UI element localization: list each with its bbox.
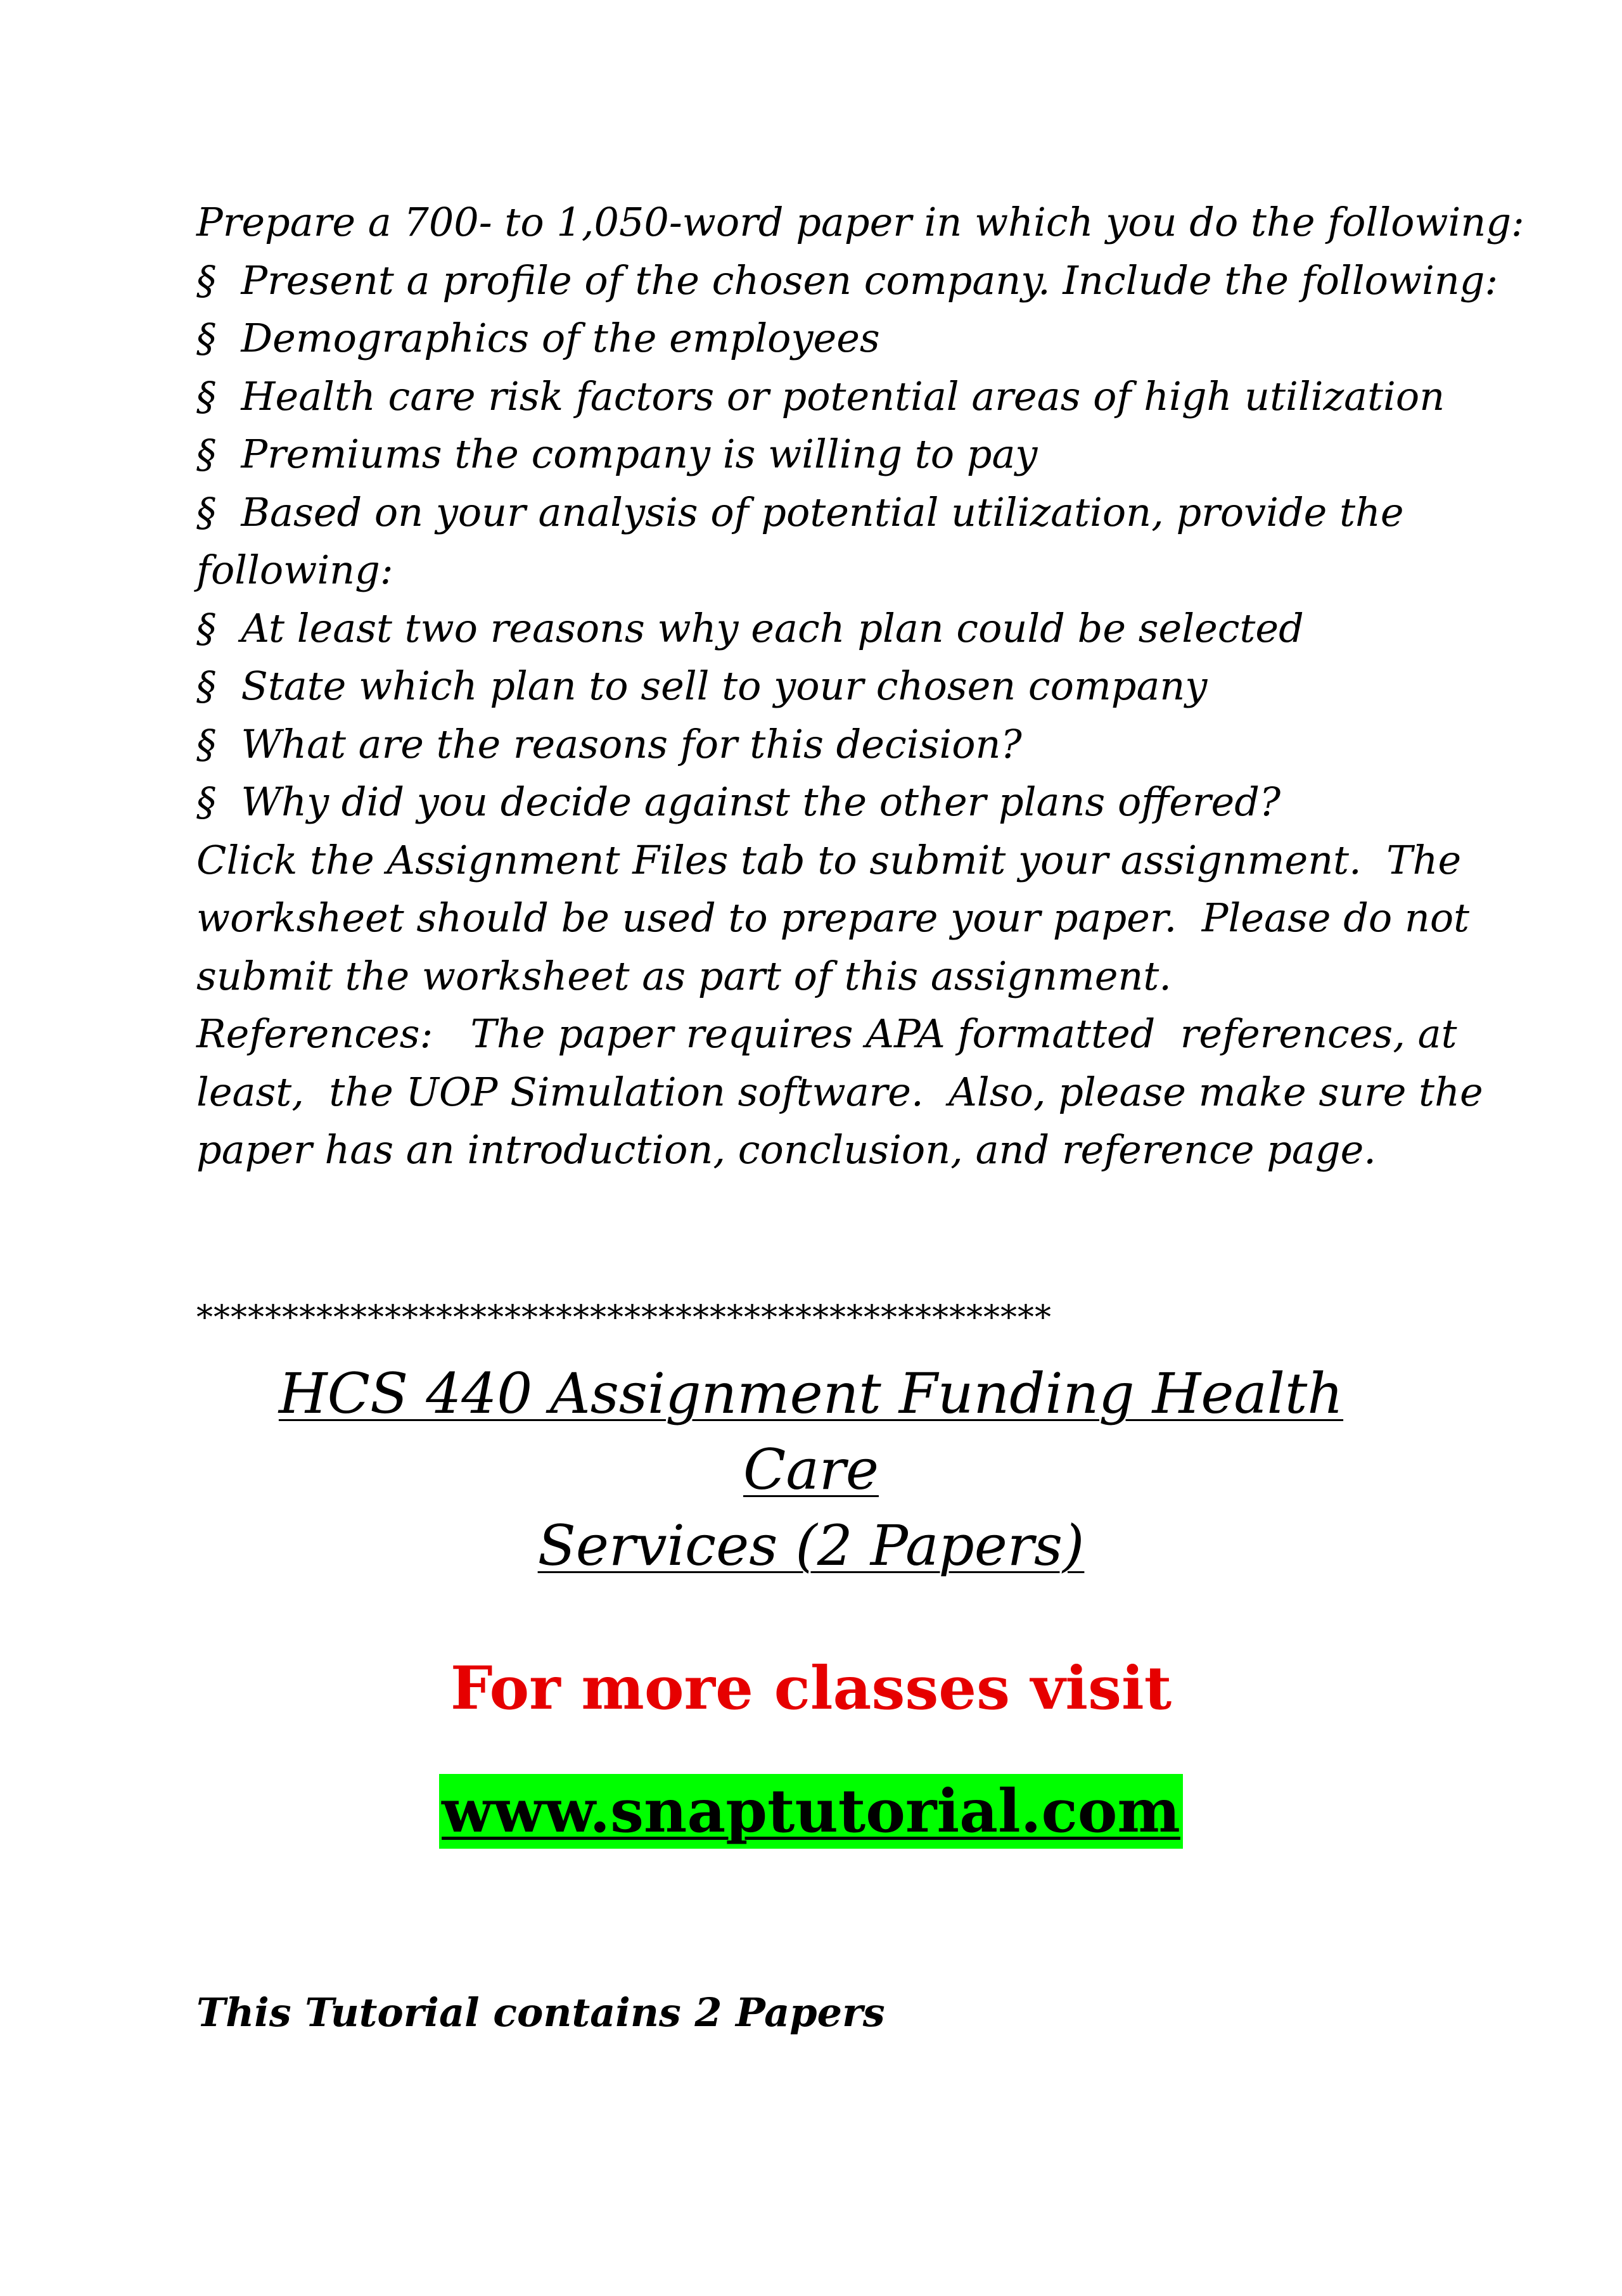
- course-title-line-2: Services (2 Papers): [537, 1513, 1085, 1578]
- instruction-line: paper has an introduction, conclusion, and reference page.: [196, 1126, 1376, 1173]
- instruction-line: submit the worksheet as part of this assignment.: [196, 952, 1172, 999]
- instruction-line: § Based on your analysis of potential utilization, provide the: [196, 488, 1404, 535]
- instruction-line: § State which plan to sell to your chosen company: [196, 663, 1208, 709]
- instruction-line: § Health care risk factors or potential areas of high utilization: [196, 373, 1445, 419]
- more-classes-heading: For more classes visit: [450, 1654, 1172, 1723]
- instruction-line: worksheet should be used to prepare your paper. Please do not: [196, 895, 1470, 941]
- instruction-line: Prepare a 700- to 1,050-word paper in which you do the following:: [196, 199, 1524, 245]
- asterisk-separator: **************************************************: [196, 1299, 1052, 1337]
- instruction-line: following:: [196, 547, 393, 593]
- assignment-instructions: [196, 193, 1524, 1179]
- instruction-line: References: The paper requires APA formatted references, at: [196, 1011, 1457, 1057]
- instruction-line: Click the Assignment Files tab to submit your assignment. The: [196, 836, 1462, 883]
- instruction-line: § At least two reasons why each plan could be selected: [196, 604, 1304, 651]
- instruction-line: § Demographics of the employees: [196, 315, 880, 361]
- tutorial-note: This Tutorial contains 2 Papers: [196, 1989, 885, 2036]
- instruction-line: least, the UOP Simulation software. Also, please make sure the: [196, 1068, 1483, 1115]
- course-title: [209, 1356, 1413, 1584]
- website-link-wrapper: [209, 1774, 1413, 1849]
- instruction-line: § Why did you decide against the other plans offered?: [196, 779, 1281, 825]
- course-title-line-1: HCS 440 Assignment Funding Health Care: [278, 1361, 1344, 1502]
- instruction-line: § What are the reasons for this decision?: [196, 720, 1022, 767]
- instruction-line: § Premiums the company is willing to pay: [196, 431, 1038, 477]
- website-link[interactable]: www.snaptutorial.com: [439, 1774, 1183, 1849]
- instruction-line: § Present a profile of the chosen company. Include the following:: [196, 257, 1498, 303]
